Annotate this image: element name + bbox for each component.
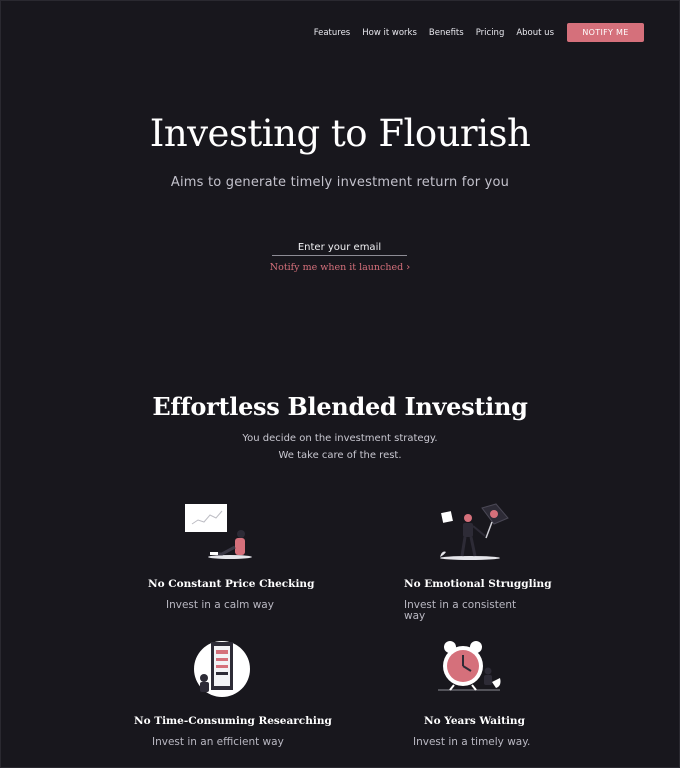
email-field-wrapper (272, 235, 407, 256)
notify-link[interactable] (0, 262, 680, 273)
email-input[interactable] (272, 239, 407, 257)
feature-desc: Invest in a timely way. (413, 736, 531, 748)
nav-link-features[interactable]: Features (313, 27, 351, 38)
notify-link-label: Notify me when it launched (269, 262, 404, 273)
nav-link-benefits[interactable]: Benefits (428, 27, 464, 38)
person-relaxing-chart-illustration (180, 500, 262, 564)
section-desc-line-2: We take care of the rest. (278, 450, 402, 461)
hero-title: Investing to Flourish (149, 112, 531, 155)
nav-link-how-it-works[interactable]: How it works (362, 27, 417, 38)
section-desc-line-1: You decide on the investment strategy. (242, 433, 438, 444)
nav-link-about-us[interactable]: About us (516, 27, 554, 38)
person-with-checklist-illustration (190, 638, 254, 700)
feature-title: No Years Waiting (424, 715, 525, 727)
feature-desc: Invest in a consistent way (404, 599, 517, 622)
feature-desc: Invest in an efficient way (152, 736, 284, 748)
person-holding-sign-illustration (432, 502, 514, 564)
hero-subtitle: Aims to generate timely investment return for you (170, 175, 510, 190)
feature-title: No Constant Price Checking (148, 578, 315, 590)
section-title: Effortless Blended Investing (152, 392, 528, 421)
alarm-clock-illustration (436, 638, 502, 698)
feature-desc: Invest in a calm way (166, 599, 274, 611)
feature-title: No Emotional Struggling (404, 578, 552, 590)
nav-link-pricing[interactable]: Pricing (475, 27, 505, 38)
top-nav (314, 23, 644, 42)
feature-title: No Time-Consuming Researching (134, 715, 332, 727)
notify-me-button[interactable]: NOTIFY ME (567, 23, 644, 42)
chevron-right-icon: › (406, 262, 411, 273)
